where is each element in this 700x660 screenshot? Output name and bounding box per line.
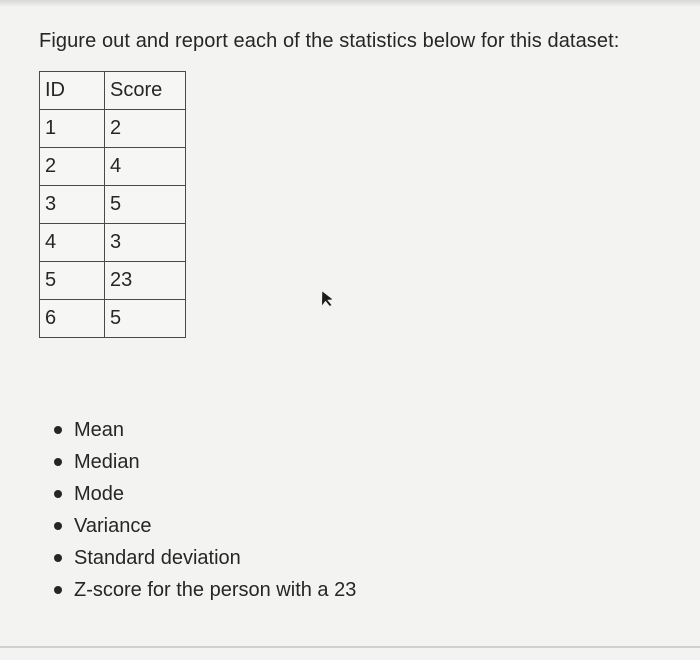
cell-score: 3 [105,224,186,262]
table-row [40,300,186,338]
mouse-pointer-icon [318,291,332,307]
cell-id: 1 [40,110,105,148]
list-item: Standard deviation [52,542,356,574]
cell-id: 5 [40,262,105,300]
cell-score: 23 [105,262,186,300]
cell-score: 5 [105,186,186,224]
table-row [40,186,186,224]
data-table [39,71,186,338]
cell-id: 2 [40,148,105,186]
cell-score: 4 [105,148,186,186]
list-item: Mean [52,414,356,446]
cell-id: 3 [40,186,105,224]
cell-score: 2 [105,110,186,148]
cell-score: 5 [105,300,186,338]
table-row [40,224,186,262]
bottom-divider [0,646,700,648]
table-row [40,110,186,148]
cell-id: 6 [40,300,105,338]
question-prompt: Figure out and report each of the statistics below for this dataset: [39,30,620,52]
list-item: Median [52,446,356,478]
top-divider [0,0,700,6]
list-item: Variance [52,510,356,542]
list-item: Mode [52,478,356,510]
list-item: Z-score for the person with a 23 [52,574,356,606]
column-header-score: Score [105,72,186,110]
table-row [40,262,186,300]
statistics-list [52,414,356,606]
cell-id: 4 [40,224,105,262]
table-row [40,148,186,186]
table-header-row [40,72,186,110]
column-header-id: ID [40,72,105,110]
